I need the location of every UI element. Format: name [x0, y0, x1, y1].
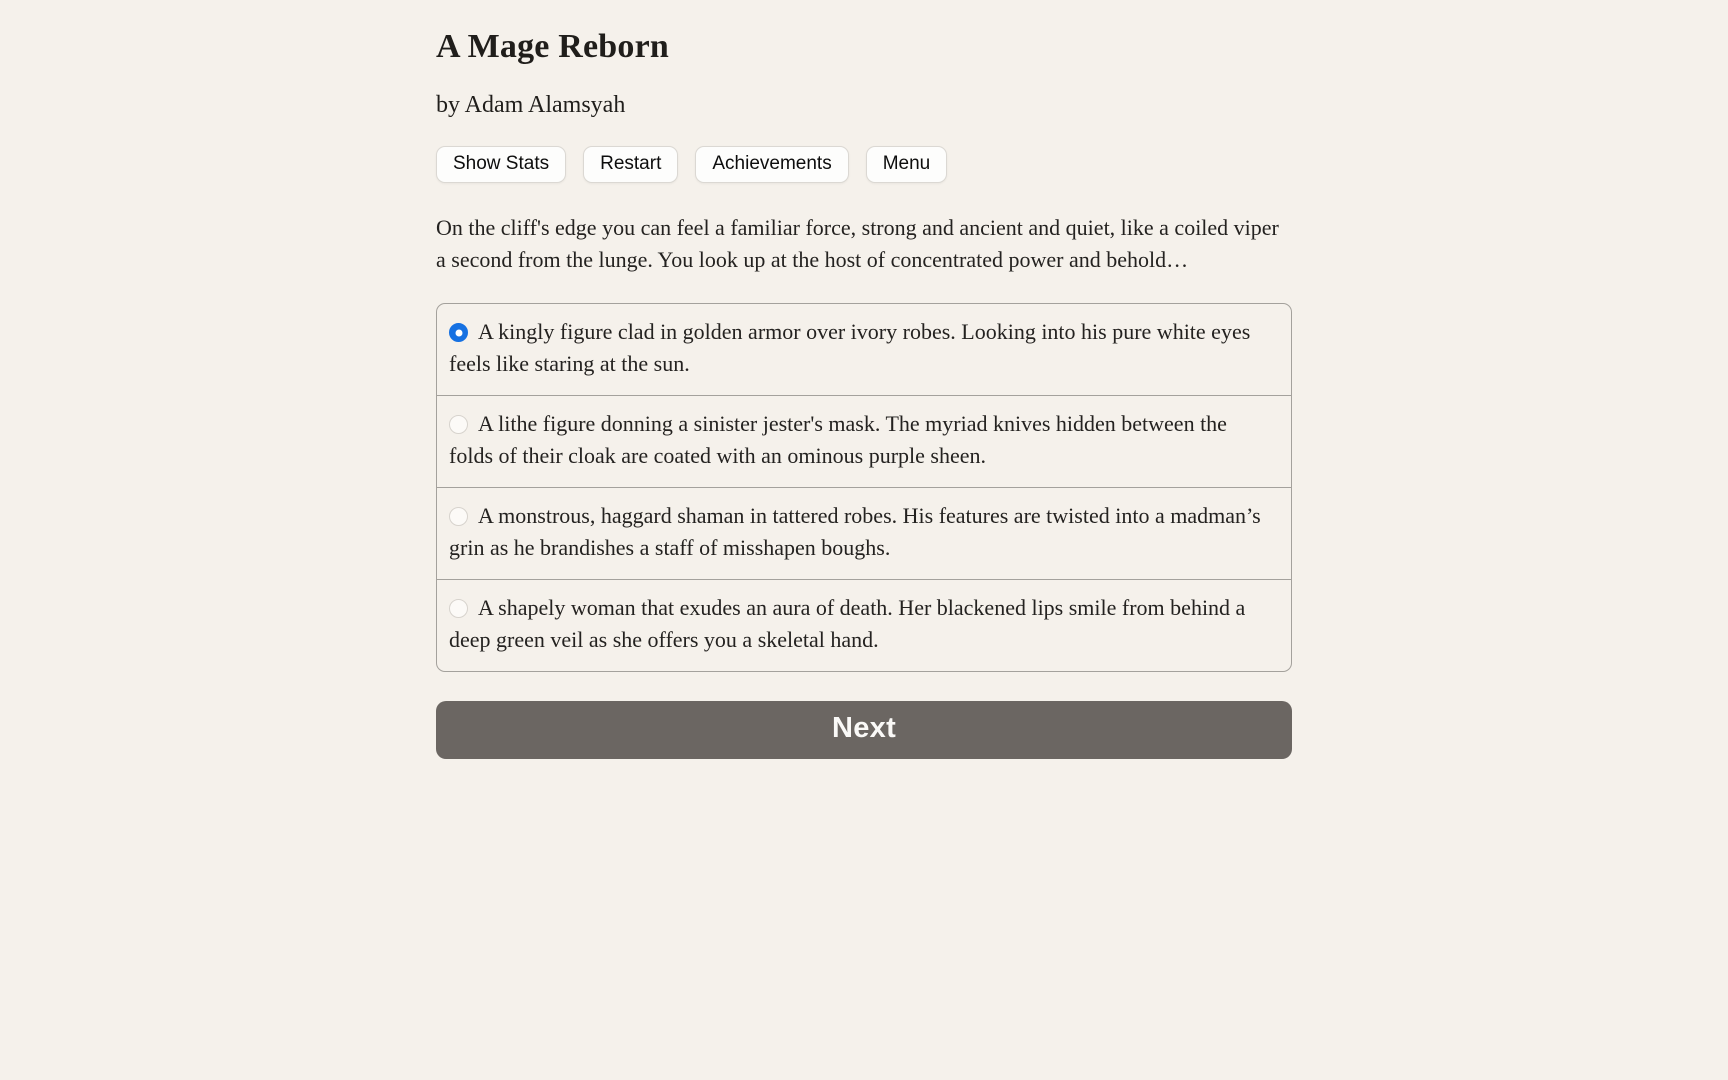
choice-option[interactable]	[437, 579, 1291, 671]
radio-button[interactable]	[449, 415, 468, 434]
choices-group	[436, 303, 1292, 672]
choice-option[interactable]	[437, 304, 1291, 395]
game-byline: by Adam Alamsyah	[436, 92, 626, 118]
choice-option[interactable]	[437, 395, 1291, 487]
choice-text: A shapely woman that exudes an aura of death. Her blackened lips smile from behind a deep green veil as she offers you a skeletal hand.	[449, 595, 1246, 652]
story-paragraph: On the cliff's edge you can feel a familiar force, strong and ancient and quiet, like a coiled viper a second from the lunge. You look up at the host of concentrated power and behold…	[436, 215, 1279, 272]
toolbar	[436, 146, 1292, 183]
achievements-button[interactable]: Achievements	[695, 146, 848, 183]
menu-button[interactable]: Menu	[866, 146, 948, 183]
next-button[interactable]: Next	[436, 701, 1292, 759]
radio-button[interactable]	[449, 323, 468, 342]
choice-text: A kingly figure clad in golden armor over ivory robes. Looking into his pure white eyes feels like staring at the sun.	[449, 319, 1251, 376]
game-container	[436, 0, 1292, 759]
show-stats-button[interactable]: Show Stats	[436, 146, 566, 183]
game-title: A Mage Reborn	[436, 28, 670, 65]
radio-button[interactable]	[449, 507, 468, 526]
choice-option[interactable]	[437, 487, 1291, 579]
restart-button[interactable]: Restart	[583, 146, 678, 183]
choice-text: A lithe figure donning a sinister jester's mask. The myriad knives hidden between the folds of their cloak are coated with an ominous purple sheen.	[449, 411, 1227, 468]
choice-text: A monstrous, haggard shaman in tattered robes. His features are twisted into a madman’s grin as he brandishes a staff of misshapen boughs.	[449, 503, 1261, 560]
radio-button[interactable]	[449, 599, 468, 618]
